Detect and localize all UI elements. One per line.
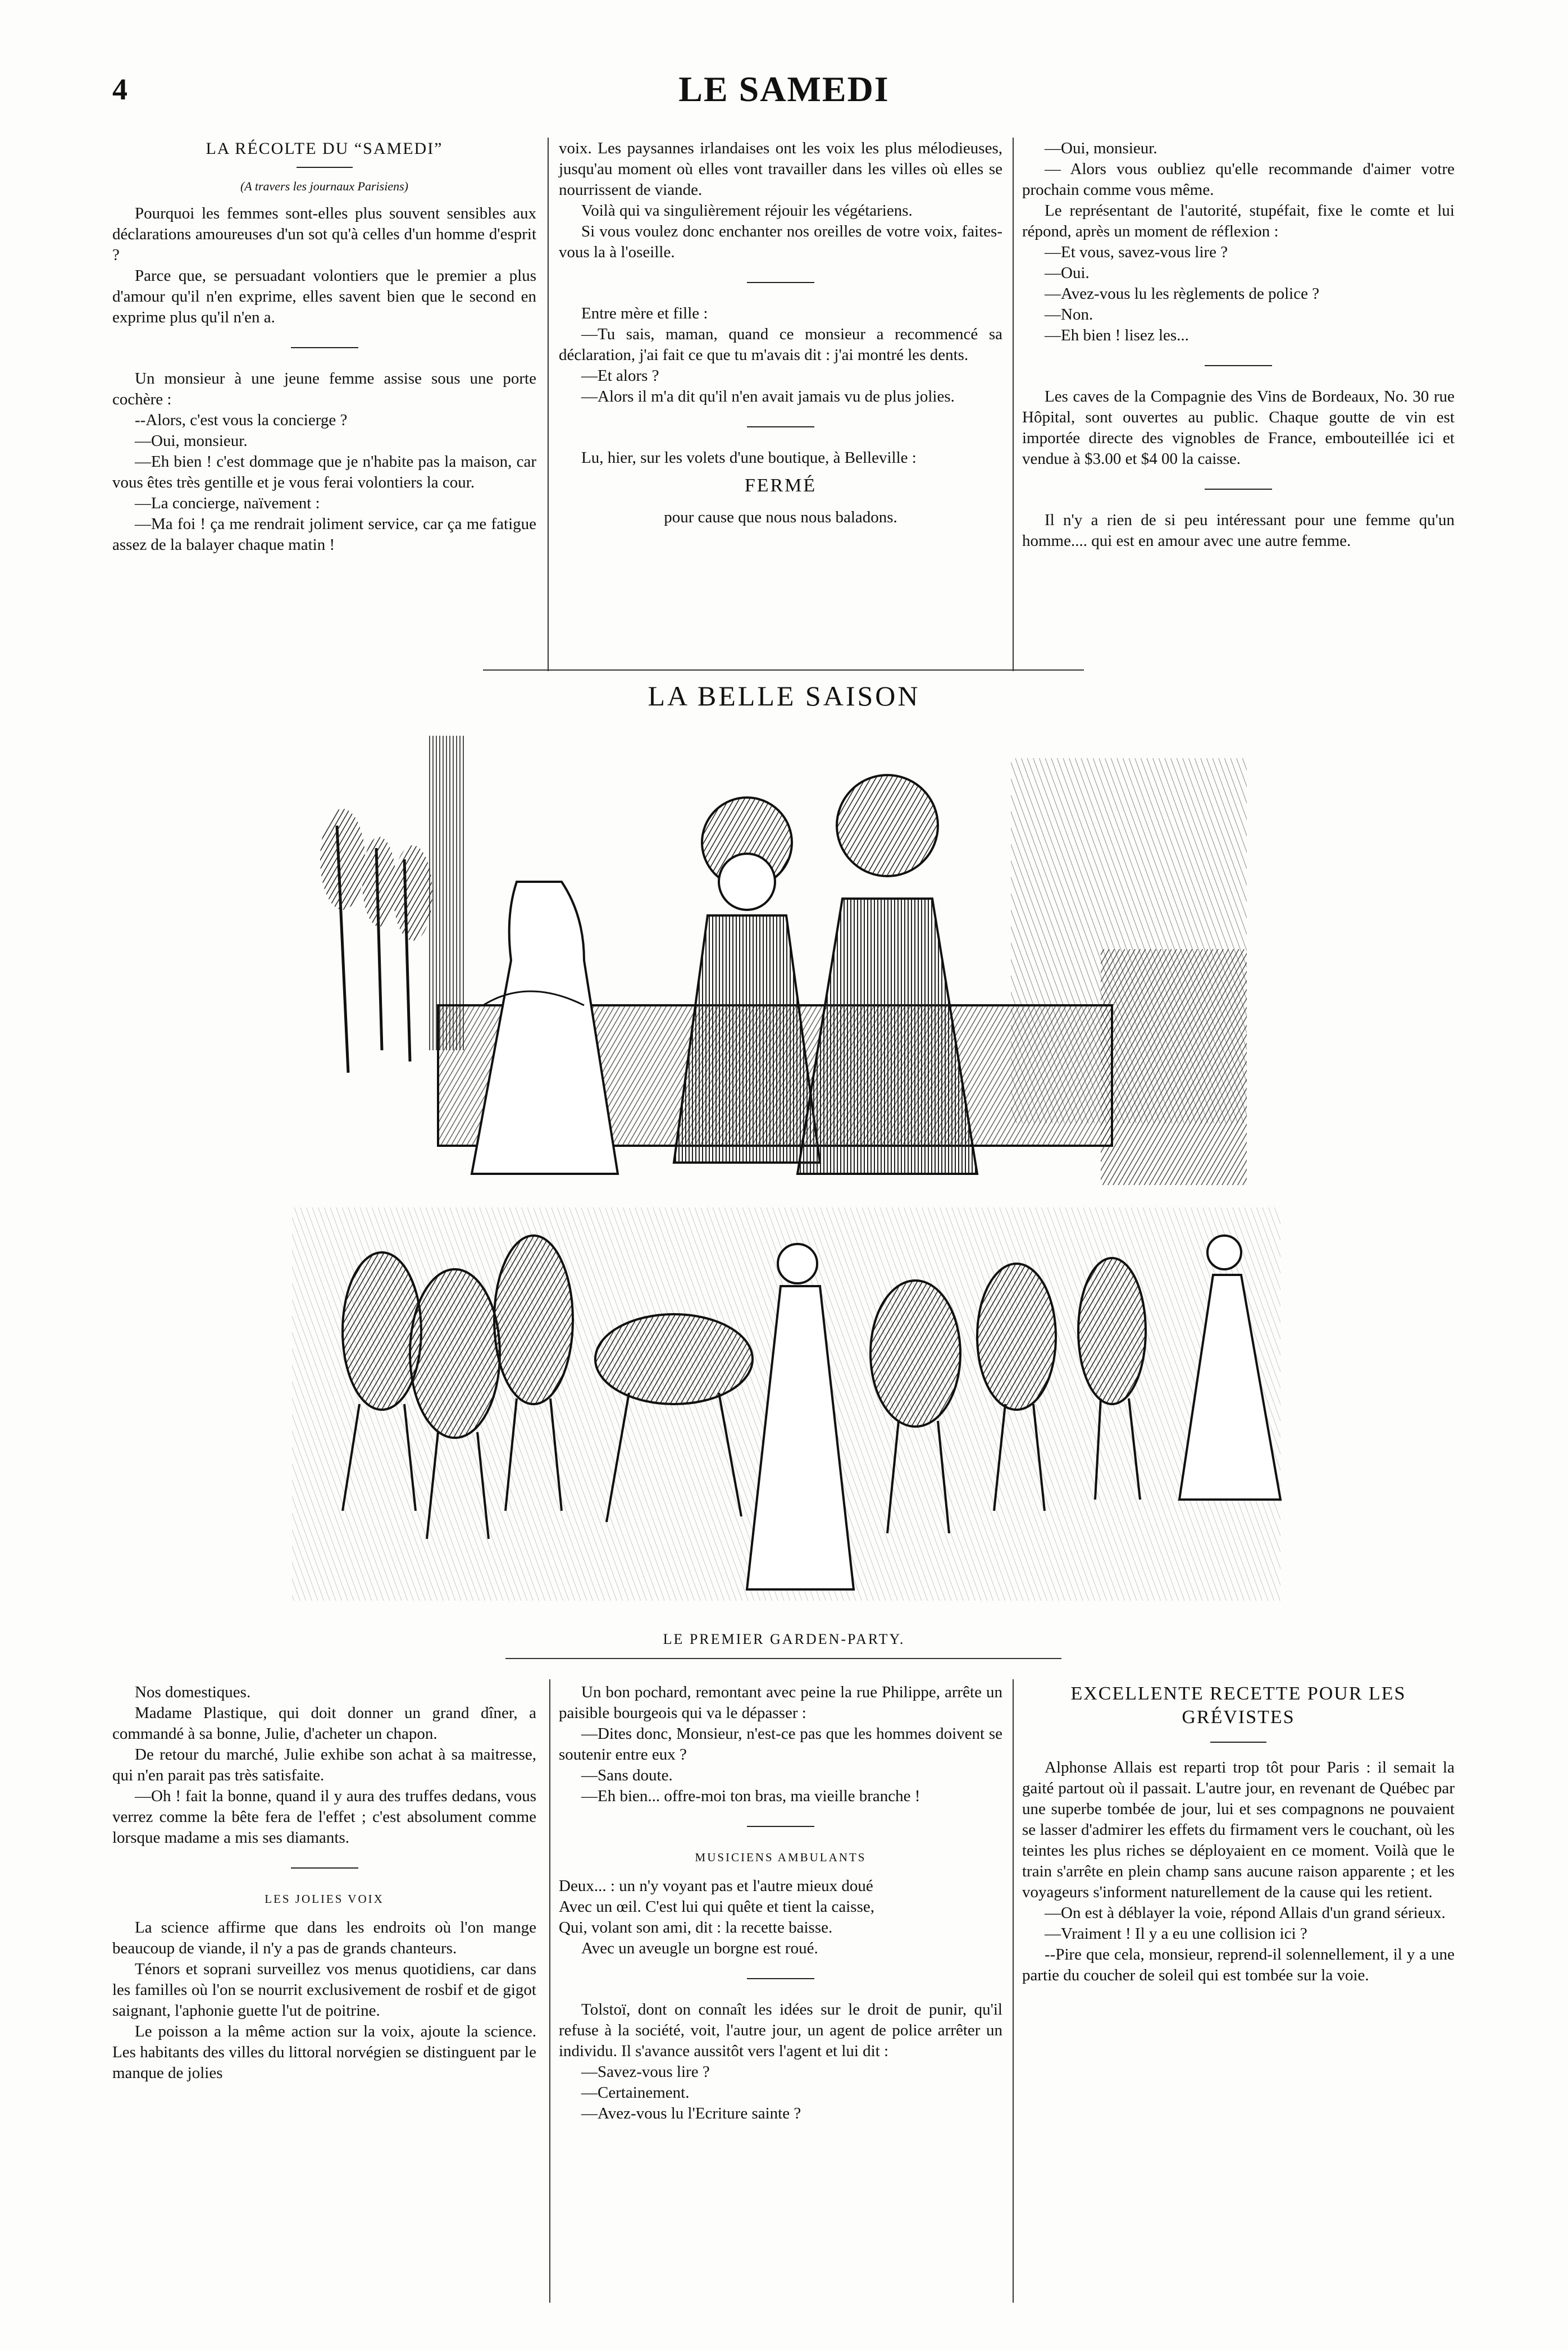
divider bbox=[291, 347, 358, 348]
paragraph: —Avez-vous lu l'Ecriture sainte ? bbox=[581, 2104, 801, 2122]
paragraph: La science affirme que dans les endroits où l'on mange beaucoup de viande, il n'y a pas de grands chanteurs. bbox=[112, 1919, 536, 1957]
paragraph: —Et alors ? bbox=[581, 367, 659, 385]
shop-sign: FERMÉ bbox=[744, 475, 817, 496]
paragraph: Ténors et soprani surveillez vos menus quotidiens, car dans les familles où l'on se nourrit exclusivement de rosbif et de gigot saignant, l'aphonie guette l'ut de poitrine. bbox=[112, 1960, 536, 2020]
paragraph: Madame Plastique, qui doit donner un grand dîner, a commandé à sa bonne, Julie, d'acheter un chapon. bbox=[112, 1704, 536, 1743]
column-4 bbox=[112, 1682, 536, 2084]
caption-rule bbox=[505, 1658, 1061, 1659]
paragraph: --Pire que cela, monsieur, reprend-il solennellement, il y a une partie du coucher de soleil qui est tombée sur la voie. bbox=[1022, 1946, 1455, 1984]
divider bbox=[291, 1867, 358, 1869]
illustration-top-rule bbox=[483, 669, 1084, 671]
column-rule bbox=[1013, 138, 1014, 671]
paragraph: —Dites donc, Monsieur, n'est-ce pas que les hommes doivent se soutenir entre eux ? bbox=[559, 1725, 1002, 1764]
verse-line: Qui, volant son ami, dit : la recette baisse. bbox=[559, 1919, 833, 1937]
paragraph: De retour du marché, Julie exhibe son achat à sa maitresse, qui n'en parait pas très satisfaite. bbox=[112, 1746, 536, 1784]
verse-line: Avec un œil. C'est lui qui quête et tient la caisse, bbox=[559, 1898, 874, 1916]
column-1 bbox=[112, 138, 536, 555]
divider bbox=[1205, 365, 1272, 366]
section-heading: MUSICIENS AMBULANTS bbox=[695, 1851, 867, 1864]
paragraph: —Eh bien ! lisez les... bbox=[1045, 326, 1189, 344]
paragraph: —Oui, monsieur. bbox=[135, 432, 248, 450]
paragraph: —Oui. bbox=[1045, 264, 1090, 282]
paragraph: —Sans doute. bbox=[581, 1766, 673, 1784]
garden-party-illustration bbox=[270, 713, 1303, 1618]
divider bbox=[297, 167, 353, 168]
article-heading: LA RÉCOLTE DU “SAMEDI” bbox=[206, 139, 443, 158]
verse-line: Deux... : un n'y voyant pas et l'autre mieux doué bbox=[559, 1877, 873, 1895]
paragraph: —Et vous, savez-vous lire ? bbox=[1045, 243, 1228, 261]
paragraph: Les caves de la Compagnie des Vins de Bordeaux, No. 30 rue Hôpital, sont ouvertes au public. Chaque goutte de vin est importée directe des vignobles de France, embouteillée ici et vendue à $3.00 et $4 00 la caisse. bbox=[1022, 388, 1455, 468]
paragraph: —Vraiment ! Il y a eu une collision ici ? bbox=[1045, 1925, 1307, 1943]
column-rule bbox=[548, 138, 549, 671]
paragraph: voix. Les paysannes irlandaises ont les voix les plus mélodieuses, jusqu'au moment où elles vont travailler dans les villes où elles se nourrissent de viande. bbox=[559, 139, 1002, 199]
illustration-title: LA BELLE SAISON bbox=[648, 680, 920, 712]
divider bbox=[1205, 489, 1272, 490]
paragraph: Le poisson a la même action sur la voix, ajoute la science. Les habitants des villes du littoral norvégien se distinguent par le manque de jolies bbox=[112, 2022, 536, 2082]
paragraph: —Savez-vous lire ? bbox=[581, 2063, 710, 2081]
paragraph: Pourquoi les femmes sont-elles plus souvent sensibles aux déclarations amoureuses d'un sot qu'à celles d'un homme d'esprit ? bbox=[112, 204, 536, 264]
paragraph: Un bon pochard, remontant avec peine la rue Philippe, arrête un paisible bourgeois qui va le dépasser : bbox=[559, 1683, 1002, 1722]
verse-line: Avec un aveugle un borgne est roué. bbox=[581, 1939, 818, 1957]
illustration-caption: LE PREMIER GARDEN-PARTY. bbox=[663, 1631, 905, 1647]
column-5 bbox=[559, 1682, 1002, 2124]
column-6 bbox=[1022, 1682, 1455, 1986]
divider bbox=[747, 282, 814, 283]
paragraph: Alphonse Allais est reparti trop tôt pour Paris : il semait la gaité partout où il passait. L'autre jour, en revenant de Québec par une superbe tombée de jour, lui et ses compagnons ne pouvaient se lasser d'admirer les effets du firmament vers le couchant, où les teintes les plus riches se déployaient en ce moment. Voilà que le train s'arrête en plein champ sans aucune raison apparente ; et les voyageurs s'informent naturellement de la cause qui les retient. bbox=[1022, 1758, 1455, 1901]
paragraph: —Alors il m'a dit qu'il n'en avait jamais vu de plus jolies. bbox=[581, 388, 955, 405]
shop-sign-subtitle: pour cause que nous nous baladons. bbox=[664, 508, 897, 526]
column-2 bbox=[559, 138, 1002, 528]
divider bbox=[747, 1978, 814, 1979]
column-3 bbox=[1022, 138, 1455, 552]
paragraph: Il n'y a rien de si peu intéressant pour une femme qu'un homme.... qui est en amour avec une autre femme. bbox=[1022, 511, 1455, 550]
paragraph: —Eh bien ! c'est dommage que je n'habite pas la maison, car vous êtes très gentille et je vous ferai volontiers la cour. bbox=[112, 453, 536, 491]
paragraph: Un monsieur à une jeune femme assise sous une porte cochère : bbox=[112, 370, 536, 408]
divider bbox=[1210, 1742, 1266, 1743]
paragraph: Nos domestiques. bbox=[135, 1683, 251, 1701]
column-rule bbox=[549, 1679, 550, 2303]
paragraph: —Eh bien... offre-moi ton bras, ma vieille branche ! bbox=[581, 1787, 920, 1805]
paragraph: —Non. bbox=[1045, 306, 1093, 324]
paragraph: Voilà qui va singulièrement réjouir les végétariens. bbox=[581, 202, 913, 220]
paragraph: Entre mère et fille : bbox=[581, 304, 708, 322]
article-subheading: (A travers les journaux Parisiens) bbox=[240, 179, 408, 193]
paragraph: —Certainement. bbox=[581, 2084, 690, 2102]
divider bbox=[747, 426, 814, 427]
column-rule bbox=[1013, 1679, 1014, 2303]
paragraph: —Avez-vous lu les règlements de police ? bbox=[1045, 285, 1320, 303]
paragraph: --Alors, c'est vous la concierge ? bbox=[135, 411, 348, 429]
paragraph: Parce que, se persuadant volontiers que le premier a plus d'amour qu'il n'en exprime, elles savent bien que le second en exprime plus qu'il n'en a. bbox=[112, 267, 536, 326]
paragraph: Le représentant de l'autorité, stupéfait, fixe le comte et lui répond, après un moment de réflexion : bbox=[1022, 202, 1455, 240]
paragraph: —Oui, monsieur. bbox=[1045, 139, 1157, 157]
paragraph: —Oh ! fait la bonne, quand il y aura des truffes dedans, vous verrez comme la bête fera de l'effet ; c'est absolument comme lorsque madame a mis ses diamants. bbox=[112, 1787, 536, 1847]
divider bbox=[747, 1826, 814, 1827]
paragraph: —La concierge, naïvement : bbox=[135, 494, 320, 512]
paragraph: —Tu sais, maman, quand ce monsieur a recommencé sa déclaration, j'ai fait ce que tu m'avais dit : j'ai montré les dents. bbox=[559, 325, 1002, 364]
paragraph: —On est à déblayer la voie, répond Allais d'un grand sérieux. bbox=[1045, 1904, 1446, 1922]
section-heading: LES JOLIES VOIX bbox=[265, 1892, 384, 1906]
paragraph: Tolstoï, dont on connaît les idées sur le droit de punir, qu'il refuse à la société, voit, l'autre jour, un agent de police arrêter un individu. Il s'avance aussitôt vers l'agent et lui dit : bbox=[559, 2001, 1002, 2060]
article-heading: EXCELLENTE RECETTE POUR LES GRÉVISTES bbox=[1070, 1683, 1406, 1728]
paragraph: — Alors vous oubliez qu'elle recommande d'aimer votre prochain comme vous même. bbox=[1022, 160, 1455, 199]
paragraph: Lu, hier, sur les volets d'une boutique, à Belleville : bbox=[581, 449, 917, 467]
masthead: LE SAMEDI bbox=[678, 69, 890, 109]
paragraph: Si vous voulez donc enchanter nos oreilles de votre voix, faites-vous la à l'oseille. bbox=[559, 222, 1002, 261]
page-number: 4 bbox=[112, 72, 127, 106]
paragraph: —Ma foi ! ça me rendrait joliment service, car ça me fatigue assez de la balayer chaque matin ! bbox=[112, 515, 536, 554]
